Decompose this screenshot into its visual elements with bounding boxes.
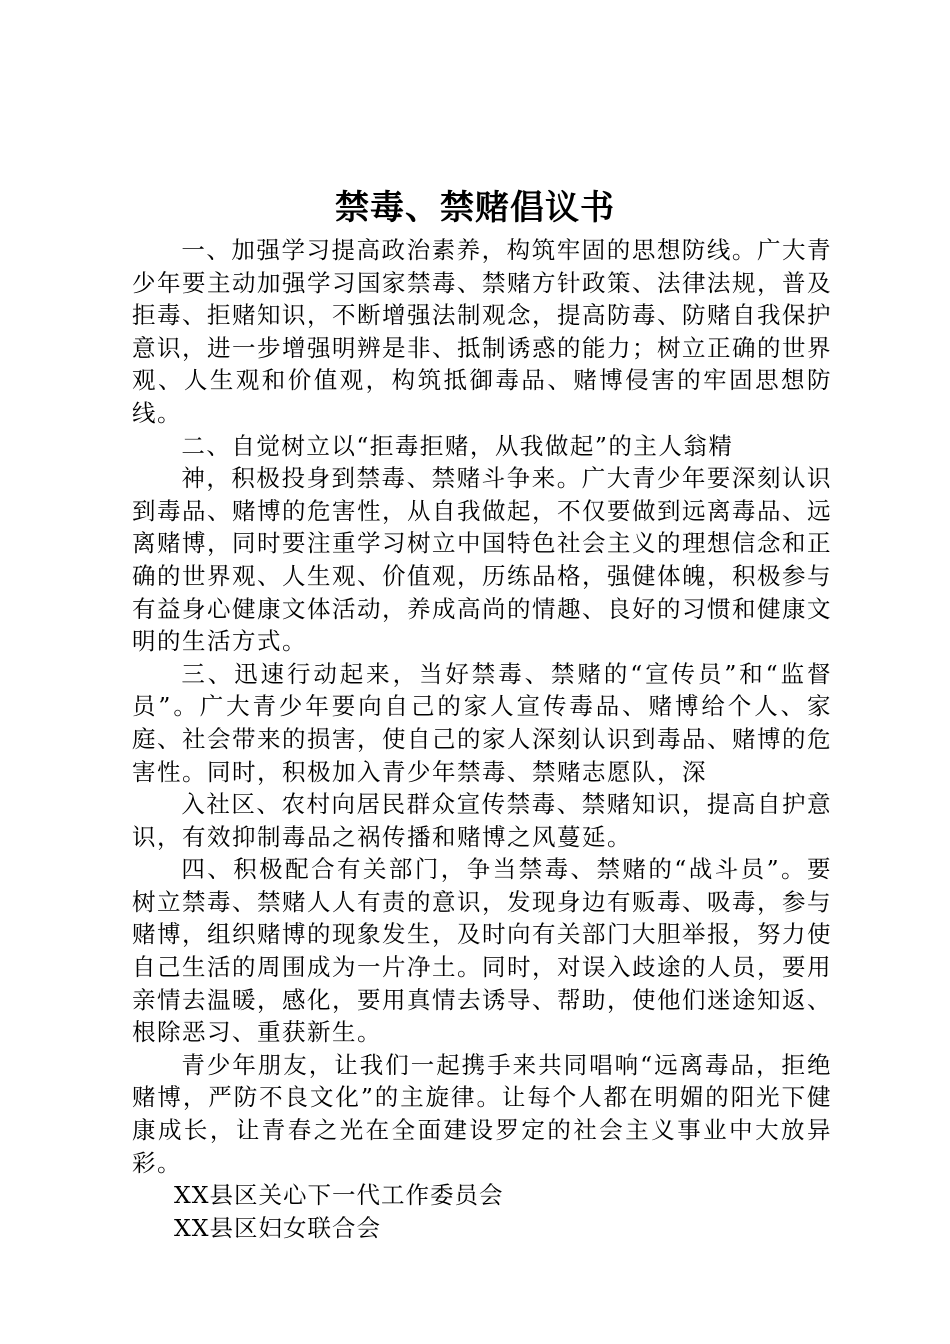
- paragraph-7: 青少年朋友，让我们一起携手来共同唱响“远离毒品，拒绝赌博，严防不良文化”的主旋律。让每个人都在明媚的阳光下健康成长，让青春之光在全面建设罗定的社会主义事业中大放异彩。: [132, 1050, 832, 1177]
- signature-committee: XX县区关心下一代工作委员会: [174, 1181, 504, 1210]
- paragraph-6: 四、积极配合有关部门，争当禁毒、禁赌的“战斗员”。要树立禁毒、禁赌人人有责的意识，发现身边有贩毒、吸毒，参与赌博，组织赌博的现象发生，及时向有关部门大胆举报，努力使自己生活的周围成为一片净土。同时，对误入歧途的人员，要用亲情去温暖，感化，要用真情去诱导、帮助，使他们迷途知返、根除恶习、重获新生。: [132, 855, 832, 1047]
- paragraph-4: 三、迅速行动起来，当好禁毒、禁赌的“宣传员”和“监督员”。广大青少年要向自己的家人宣传毒品、赌博给个人、家庭、社会带来的损害，使自己的家人深刻认识到毒品、赌博的危害性。同时，积极加入青少年禁毒、禁赌志愿队，深: [132, 659, 832, 786]
- paragraph-3: 神，积极投身到禁毒、禁赌斗争来。广大青少年要深刻认识到毒品、赌博的危害性，从自我做起，不仅要做到远离毒品、远离赌博，同时要注重学习树立中国特色社会主义的理想信念和正确的世界观、人生观、价值观，历练品格，强健体魄，积极参与有益身心健康文体活动，养成高尚的情趣、良好的习惯和健康文明的生活方式。: [132, 464, 832, 656]
- document-title: 禁毒、禁赌倡议书: [335, 188, 615, 228]
- paragraph-5: 入社区、农村向居民群众宣传禁毒、禁赌知识，提高自护意识，有效抑制毒品之祸传播和赌博之风蔓延。: [132, 790, 832, 851]
- document-body: [132, 234, 832, 1244]
- paragraph-2: 二、自觉树立以“拒毒拒赌，从我做起”的主人翁精: [181, 431, 734, 460]
- paragraph-1: 一、加强学习提高政治素养，构筑牢固的思想防线。广大青少年要主动加强学习国家禁毒、禁赌方针政策、法律法规，普及拒毒、拒赌知识，不断增强法制观念，提高防毒、防赌自我保护意识，进一步增强明辨是非、抵制诱惑的能力；树立正确的世界观、人生观和价值观，构筑抵御毒品、赌博侵害的牢固思想防线。: [132, 236, 832, 427]
- signature-womens-federation: XX县区妇女联合会: [174, 1213, 381, 1242]
